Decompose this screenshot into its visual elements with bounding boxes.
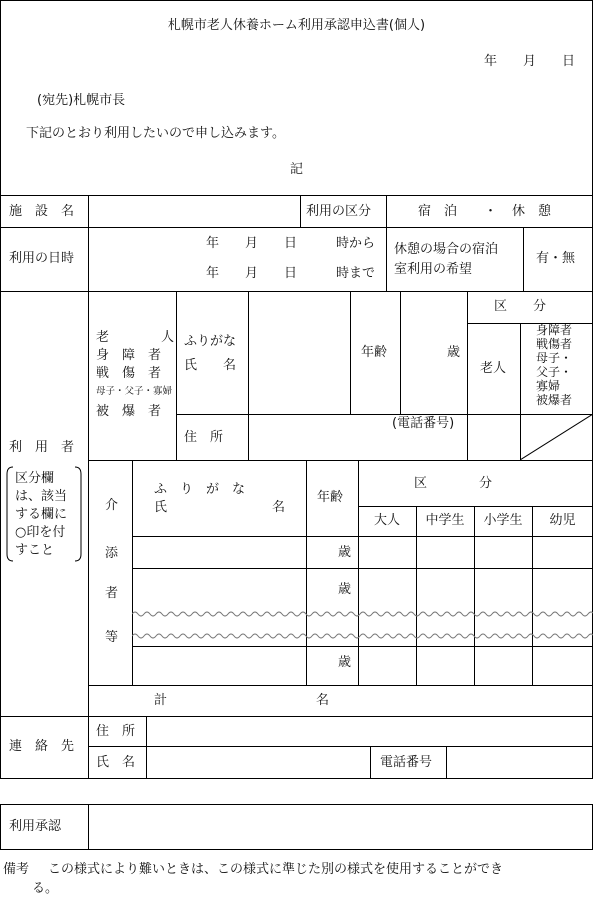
approval-field[interactable] (92, 808, 588, 846)
companion-row-1-age-unit: 歳 (338, 545, 352, 560)
user-note-line-4: ○印を付 (15, 525, 66, 540)
addressee: (宛先)札幌市長 (37, 93, 126, 108)
wavy-break-lines (132, 606, 593, 646)
user-note-box (5, 466, 83, 562)
facility-label: 施 設 名 (9, 204, 75, 219)
datetime-from[interactable]: 年 月 日 時から (206, 236, 376, 251)
user-name-field[interactable] (252, 296, 346, 410)
type-war-injured: 戦 傷 者 (96, 366, 162, 381)
ki-label: 記 (290, 162, 304, 177)
companion-furigana-label: ふ り が な (154, 482, 246, 497)
datetime-to[interactable]: 年 月 日 時まで (206, 266, 376, 281)
user-name-label: 氏 名 (184, 358, 237, 373)
option-stay[interactable]: 宿 泊 (418, 204, 458, 219)
kubun-war-injured[interactable]: 戦傷者 (536, 337, 573, 351)
user-kubun-header: 区 分 (494, 299, 547, 314)
date-line: 年 月 日 (484, 54, 576, 69)
option-separator: ・ (484, 204, 498, 219)
user-address-label: 住 所 (184, 430, 224, 445)
user-furigana-label: ふりがな (184, 334, 237, 349)
contact-phone-label: 電話番号 (380, 755, 433, 770)
contact-name-label: 氏 名 (96, 755, 136, 770)
kubun-disabled[interactable]: 身障者 (536, 323, 573, 337)
kubun-atomic-survivor[interactable]: 被爆者 (536, 393, 573, 407)
user-note-line-1: 区分欄 (15, 471, 55, 486)
companion-age-label: 年齢 (317, 490, 344, 505)
type-single-parent-widow: 母子・父子・寡婦 (96, 386, 173, 397)
col-infant: 幼児 (549, 513, 576, 528)
companion-label-4: 等 (105, 630, 119, 645)
col-elementary: 小学生 (483, 513, 523, 528)
companion-row-3-age-unit: 歳 (338, 655, 352, 670)
total-label: 計 (154, 693, 168, 708)
intro-text: 下記のとおり利用したいので申し込みます。 (26, 126, 285, 141)
kubun-mother-child[interactable]: 母子・ (536, 351, 573, 365)
type-disabled: 身 障 者 (96, 348, 162, 363)
user-label: 利 用 者 (9, 440, 75, 455)
kubun-father-child[interactable]: 父子・ (536, 365, 573, 379)
user-age-label: 年齢 (361, 345, 388, 360)
companion-label-3: 者 (105, 586, 119, 601)
contact-address-label: 住 所 (96, 724, 136, 739)
type-atomic-survivor: 被 爆 者 (96, 404, 162, 419)
rest-room-label-2: 室利用の希望 (394, 262, 473, 277)
col-adult: 大人 (373, 513, 400, 528)
col-junior-high: 中学生 (425, 513, 465, 528)
kubun-widow[interactable]: 寡婦 (536, 379, 561, 393)
contact-address-field[interactable] (150, 719, 588, 743)
usage-datetime-label: 利用の日時 (9, 251, 75, 266)
companion-name-field-3[interactable] (136, 650, 302, 682)
companion-kubun-header: 区 分 (414, 476, 493, 491)
option-rest[interactable]: 休 憩 (512, 204, 552, 219)
companion-label-1: 介 (105, 498, 119, 513)
type-elderly: 老 人 (96, 330, 175, 345)
facility-name-field[interactable] (92, 198, 296, 224)
form-title: 札幌市老人休養ホーム利用承認申込書(個人) (167, 18, 426, 33)
companion-name-left: 氏 (154, 500, 168, 515)
contact-label: 連 絡 先 (9, 739, 75, 754)
remarks-text-1: この様式により難いときは、この様式に準じた別の様式を使用することができ (48, 862, 504, 877)
companion-name-field-2[interactable] (136, 571, 302, 597)
approval-label: 利用承認 (9, 819, 62, 834)
kubun-elderly[interactable]: 老人 (480, 361, 507, 376)
user-address-field[interactable] (252, 432, 462, 456)
remarks-label: 備考 (3, 862, 30, 877)
user-phone-label: (電話番号) (392, 416, 455, 431)
contact-phone-field[interactable] (450, 749, 588, 775)
user-note-line-5: すこと (15, 543, 55, 558)
companion-label-2: 添 (105, 546, 119, 561)
usage-category-label: 利用の区分 (306, 204, 372, 219)
companion-row-2-age-unit: 歳 (338, 582, 352, 597)
user-note-line-3: する欄に (15, 507, 68, 522)
diagonal-slash (520, 414, 593, 460)
rest-room-choice[interactable]: 有・無 (536, 251, 576, 266)
remarks-text-2: る。 (32, 881, 59, 896)
rest-room-label-1: 休憩の場合の宿泊 (394, 242, 499, 257)
contact-name-field[interactable] (150, 749, 366, 775)
user-age-unit: 歳 (447, 345, 461, 360)
companion-name-field-1[interactable] (136, 539, 302, 565)
total-unit: 名 (316, 693, 330, 708)
user-note-line-2: は、該当 (15, 489, 68, 504)
companion-name-right: 名 (272, 500, 286, 515)
